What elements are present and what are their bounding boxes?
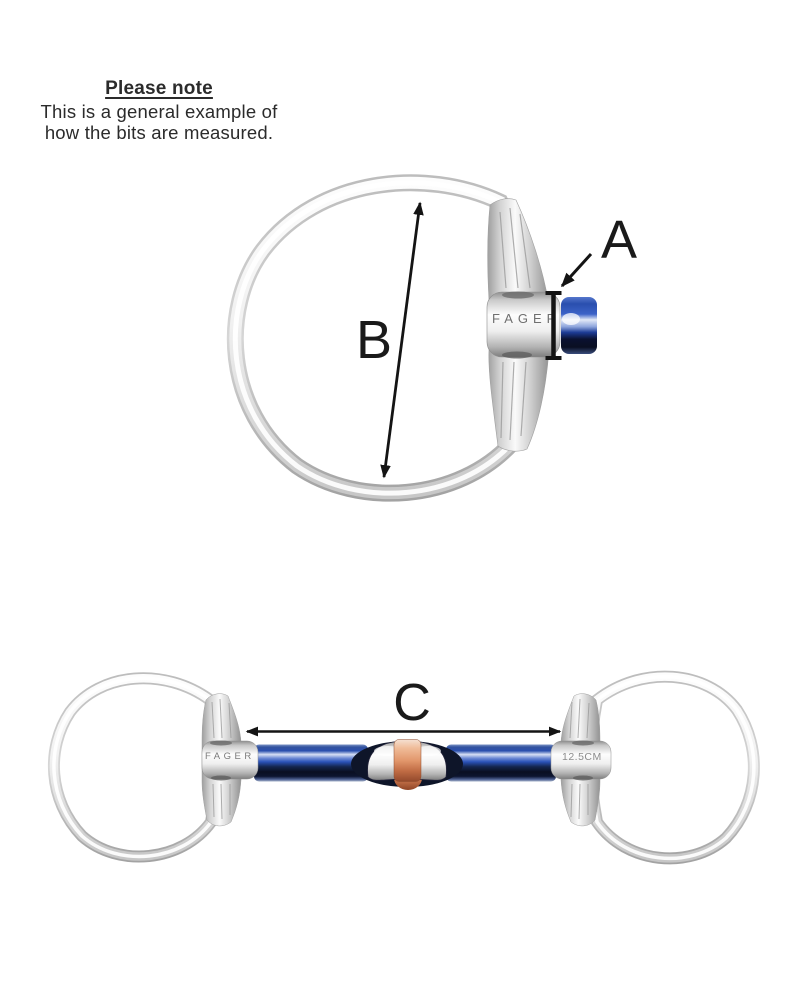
mouthpiece-left-arm [254,745,368,782]
measure-c [247,674,560,732]
measure-b [356,203,420,477]
bottom-bit-left-barrel [202,741,258,781]
label-b: B [355,310,393,370]
right-barrel-crevice-top [572,741,594,746]
right-barrel-crevice-bottom [573,776,593,781]
copper-band [394,740,421,782]
mouthpiece-stub [561,297,597,354]
label-a: A [600,210,638,270]
barrel-crevice-top [502,292,534,299]
mouthpiece [254,740,556,791]
bottom-bit-right-barrel [551,741,611,781]
size-engraving: 12.5CM [562,751,602,763]
left-barrel-crevice-bottom [211,776,231,781]
stub-highlight [562,313,580,325]
top-bit [235,183,637,493]
left-barrel-crevice-top [210,741,232,746]
measure-a-arrow [562,254,591,286]
brand-engraving-bottom: FAGER [205,751,255,762]
barrel-crevice-bottom [502,352,532,359]
top-bit-barrel [487,292,561,359]
label-c: C [393,674,431,732]
note-line-1: This is a general example of [40,101,278,122]
center-roller [351,740,463,791]
note-line-2: how the bits are measured. [44,121,274,143]
bottom-bit [54,674,754,858]
note-title: Please note [105,78,213,99]
brand-engraving-top: FAGER [492,311,562,326]
